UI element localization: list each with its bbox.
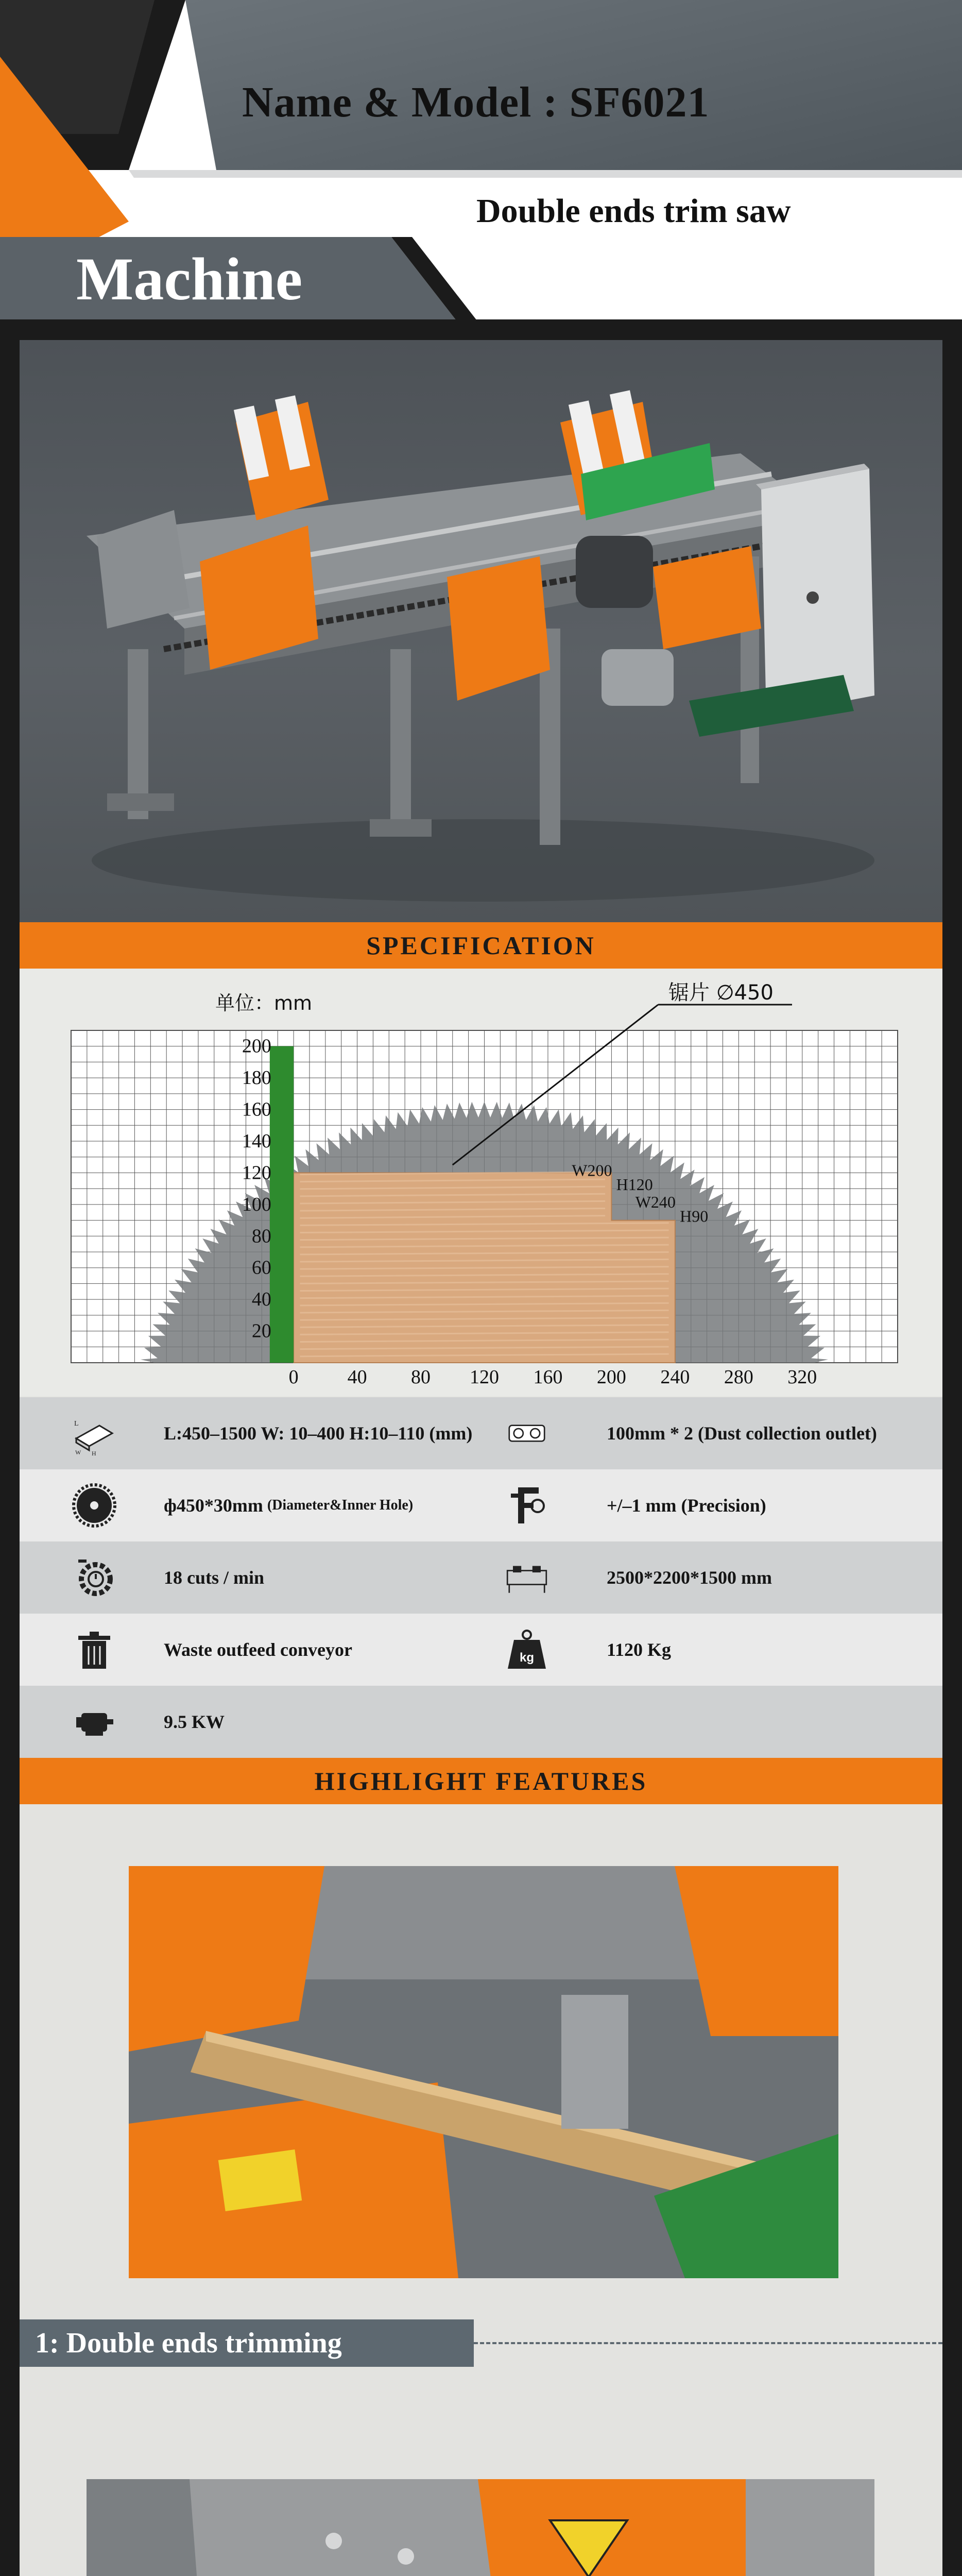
svg-text:L: L bbox=[74, 1420, 79, 1428]
caption-divider-1 bbox=[474, 2342, 942, 2344]
x-tick-label: 120 bbox=[470, 1366, 499, 1388]
x-tick-label: 40 bbox=[347, 1366, 367, 1388]
feature-photo-adjustment bbox=[87, 2479, 874, 2576]
spec-text: +/–1 mm (Precision) bbox=[607, 1495, 766, 1516]
model-number: SF6021 bbox=[569, 78, 710, 126]
machine-illustration bbox=[20, 340, 942, 922]
spec-row-5 bbox=[20, 1686, 942, 1758]
x-tick-label: 320 bbox=[787, 1366, 817, 1388]
y-tick-label: 140 bbox=[242, 1130, 271, 1152]
motor-icon bbox=[71, 1699, 117, 1745]
spec-text: ф450*30mm bbox=[164, 1495, 263, 1516]
dimension-label: H120 bbox=[616, 1175, 653, 1194]
dust-outlet-icon bbox=[504, 1410, 550, 1456]
caliper-icon bbox=[504, 1482, 550, 1529]
y-tick-label: 180 bbox=[242, 1067, 271, 1089]
spec-text: 1120 Kg bbox=[607, 1639, 672, 1660]
spec-speed bbox=[164, 1541, 264, 1614]
y-tick-label: 80 bbox=[251, 1225, 271, 1247]
spec-weight bbox=[607, 1614, 671, 1686]
unit-label: 单位：mm bbox=[215, 992, 313, 1014]
machine-subtitle: Double ends trim saw bbox=[476, 192, 791, 230]
y-tick-label: 160 bbox=[242, 1098, 271, 1121]
specification-heading bbox=[20, 922, 942, 969]
model-title bbox=[242, 77, 710, 127]
y-tick-label: 120 bbox=[242, 1162, 271, 1184]
dimension-label: W200 bbox=[572, 1161, 612, 1180]
spec-blade-size bbox=[164, 1469, 413, 1541]
cutting-capacity-chart bbox=[20, 969, 942, 1396]
saw-blade-icon bbox=[71, 1482, 117, 1529]
highlight-heading-text: HIGHLIGHT FEATURES bbox=[314, 1767, 648, 1795]
weight-icon bbox=[504, 1626, 550, 1673]
chart-svg bbox=[20, 969, 942, 1396]
specification-heading-text: SPECIFICATION bbox=[366, 931, 596, 960]
title-prefix: Name & Model : bbox=[242, 78, 558, 126]
board-dimensions-icon bbox=[71, 1410, 117, 1456]
x-tick-label: 0 bbox=[288, 1366, 299, 1388]
x-tick-label: 160 bbox=[533, 1366, 563, 1388]
machine-badge: Machine bbox=[76, 245, 303, 313]
features-area bbox=[20, 1804, 942, 2576]
spec-text: Waste outfeed conveyor bbox=[164, 1639, 352, 1660]
spec-row-3 bbox=[20, 1541, 942, 1614]
x-tick-label: 240 bbox=[660, 1366, 690, 1388]
spec-text: 2500*2200*1500 mm bbox=[607, 1567, 772, 1588]
dimension-label: W240 bbox=[635, 1193, 676, 1211]
weight-badge-text: kg bbox=[519, 1651, 535, 1665]
spec-text: L:450–1500 W: 10–400 H:10–110 (mm) bbox=[164, 1423, 473, 1444]
feature-caption-1 bbox=[20, 2319, 474, 2367]
highlight-heading bbox=[20, 1758, 942, 1804]
x-tick-label: 80 bbox=[411, 1366, 431, 1388]
spec-precision bbox=[607, 1469, 766, 1541]
spec-text: 9.5 KW bbox=[164, 1711, 225, 1732]
machine-photo bbox=[20, 340, 942, 922]
page-header bbox=[0, 0, 962, 330]
y-tick-label: 100 bbox=[242, 1193, 271, 1215]
x-tick-label: 200 bbox=[596, 1366, 626, 1388]
max-height-bar bbox=[270, 1046, 294, 1363]
height-bar bbox=[270, 1046, 294, 1363]
y-tick-label: 200 bbox=[242, 1035, 271, 1057]
spec-board-dimensions bbox=[164, 1397, 472, 1469]
content-panel bbox=[20, 340, 942, 2576]
dimension-label: H90 bbox=[680, 1207, 709, 1226]
spec-table bbox=[20, 1397, 942, 1758]
waste-bin-icon bbox=[71, 1626, 117, 1673]
svg-text:H: H bbox=[92, 1450, 96, 1456]
x-tick-label: 280 bbox=[724, 1366, 753, 1388]
svg-text:W: W bbox=[75, 1449, 81, 1456]
blade-label: 锯片 ∅450 bbox=[668, 981, 774, 1005]
caption-text: 1: Double ends trimming bbox=[35, 2327, 342, 2359]
spec-row-1 bbox=[20, 1397, 942, 1469]
spec-row-4 bbox=[20, 1614, 942, 1686]
spec-row-2 bbox=[20, 1469, 942, 1541]
spec-machine-size bbox=[607, 1541, 772, 1614]
spec-dust-outlet bbox=[607, 1397, 877, 1469]
spec-power bbox=[164, 1686, 225, 1758]
spec-text: 18 cuts / min bbox=[164, 1567, 265, 1588]
spec-text: 100mm * 2 (Dust collection outlet) bbox=[607, 1423, 877, 1444]
speed-gear-icon bbox=[71, 1554, 117, 1601]
feature-photo-trimming bbox=[129, 1866, 838, 2278]
spec-note: (Diameter&Inner Hole) bbox=[267, 1497, 414, 1513]
spec-waste-conveyor bbox=[164, 1614, 352, 1686]
y-tick-label: 20 bbox=[251, 1320, 271, 1342]
machine-size-icon bbox=[504, 1554, 550, 1601]
y-tick-label: 40 bbox=[251, 1289, 271, 1311]
y-tick-label: 60 bbox=[251, 1257, 271, 1279]
